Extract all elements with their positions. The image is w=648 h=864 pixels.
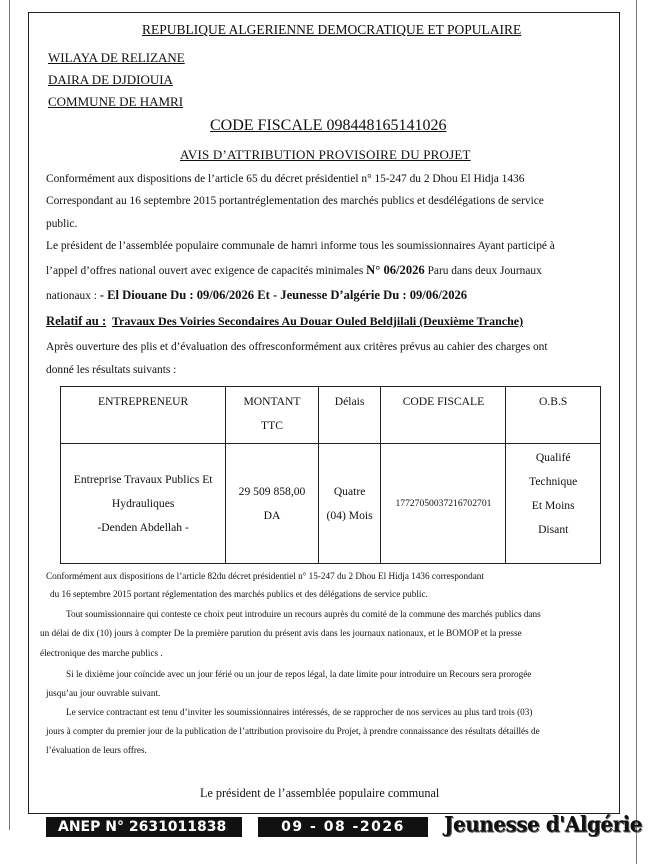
cell-entrepreneur — [61, 444, 226, 564]
code-fiscal-heading: CODE FISCALE 098448165141026 — [210, 117, 447, 134]
tender-number: N° 06/2026 — [366, 263, 425, 277]
commune-label: COMMUNE DE HAMRI — [48, 94, 184, 109]
page-edge-line-right — [636, 0, 637, 864]
body-line-7 — [46, 314, 523, 329]
page-edge-line — [9, 0, 10, 830]
th-montant-1: MONTANT — [243, 395, 301, 408]
body-line-5 — [46, 263, 542, 278]
avis-title: AVIS D’ATTRIBUTION PROVISOIRE DU PROJET — [180, 147, 471, 162]
footer-line-5: électronique des marche publics . — [40, 648, 163, 658]
th-obs: O.B.S — [506, 387, 601, 444]
signature-line: Le président de l’assemblée populaire communal — [200, 786, 440, 800]
cell-montant — [226, 444, 318, 564]
footer-line-7: jusqu’au jour ouvrable suivant. — [46, 688, 161, 698]
body-line-4: Le président de l’assemblée populaire communale de hamri informe tous les soumissionnaires Ayant participé à — [46, 240, 555, 252]
obs-line-2: Technique — [529, 475, 578, 488]
th-delais: Délais — [318, 387, 381, 444]
footer-line-3: Tout soumissionnaire qui conteste ce choix peut introduire un recours auprès du comité de la commune des marchés publics dans — [66, 609, 541, 619]
entrepreneur-line-2: Hydrauliques — [111, 496, 175, 510]
footer-line-10: l’évaluation de leurs offres. — [46, 745, 147, 755]
th-entrepreneur: ENTREPRENEUR — [61, 387, 226, 444]
body-line-6 — [46, 288, 467, 303]
footer-line-2: du 16 septembre 2015 portant réglementation des marchés publics et des délégations de service public. — [50, 589, 428, 599]
daira-label: DAIRA DE DJDIOUIA — [48, 72, 173, 87]
wilaya-label: WILAYA DE RELIZANE — [48, 50, 185, 65]
body-line-6a: nationaux : — [46, 290, 100, 302]
project-title: Travaux Des Voiries Secondaires Au Douar Ouled Beldjilali (Deuxième Tranche) — [111, 314, 524, 328]
publication-date: 09 - 08 -2026 — [258, 817, 428, 837]
footer-line-8: Le service contractant est tenu d’inviter les soumissionnaires intéressés, de se rapprocher de nos services au plus tard trois (03) — [66, 707, 533, 717]
footer-line-6: Si le dixième jour coïncide avec un jour férié ou un jour de repos légal, la date limite pour introduire un Recours sera prorogée — [66, 669, 532, 679]
body-line-5c: Paru dans deux Journaux — [424, 265, 542, 277]
body-line-8: Après ouverture des plis et d’évaluation des offresconformément aux critères prévus au cahier des charges ont — [46, 341, 548, 353]
obs-line-1: Qualifé — [535, 451, 571, 464]
th-code-fiscal: CODE FISCALE — [381, 387, 506, 444]
cell-code-fiscal: 17727050037216702701 — [381, 444, 506, 564]
results-table — [60, 386, 601, 564]
entrepreneur-line-3: -Denden Abdellah - — [97, 520, 189, 534]
obs-line-3: Et Moins — [531, 499, 575, 512]
body-line-9: donné les résultats suivants : — [46, 364, 177, 376]
body-line-3: public. — [46, 218, 78, 230]
body-line-5a: l’appel d’offres national ouvert avec exigence de capacités minimales — [46, 265, 367, 277]
delais-line-2: (04) Mois — [326, 508, 373, 522]
footer-line-1: Conformément aux dispositions de l’article 82du décret présidentiel n° 15-247 du 2 Dhou El Hidja 1436 correspondant — [46, 571, 484, 581]
th-montant-2: TTC — [261, 419, 283, 432]
anep-reference: ANEP N° 2631011838 — [46, 817, 242, 837]
cell-obs — [506, 444, 601, 564]
montant-currency: DA — [263, 508, 281, 522]
publication-journals: - El Diouane Du : 09/06/2026 Et - Jeunesse D’algérie Du : 09/06/2026 — [99, 288, 468, 302]
republic-heading: REPUBLIQUE ALGERIENNE DEMOCRATIQUE ET POPULAIRE — [142, 22, 522, 37]
journal-logo: Jeunesse d'Algérie — [444, 811, 642, 837]
footer-line-4: un délai de dix (10) jours à compter De la première parution du présent avis dans les journaux nationaux, et le BOMOP et la presse — [40, 628, 522, 638]
obs-line-4: Disant — [538, 523, 569, 536]
table-header-row — [61, 387, 601, 444]
delais-line-1: Quatre — [333, 484, 366, 498]
table-row — [61, 444, 601, 564]
body-line-1: Conformément aux dispositions de l’article 65 du décret présidentiel n° 15-247 du 2 Dhou El Hidja 1436 — [46, 173, 525, 185]
th-montant — [226, 387, 318, 444]
entrepreneur-line-1: Entreprise Travaux Publics Et — [73, 472, 213, 486]
montant-value: 29 509 858,00 — [238, 484, 306, 498]
body-line-2: Correspondant au 16 septembre 2015 portantréglementation des marchés publics et desdélégations de service — [46, 195, 544, 207]
footer-line-9: jours à compter du premier jour de la publication de l’attribution provisoire du Projet, à prendre connaissance des résultats détaillés de — [46, 726, 540, 736]
cell-delais — [318, 444, 381, 564]
relatif-label: Relatif au : — [46, 314, 107, 328]
